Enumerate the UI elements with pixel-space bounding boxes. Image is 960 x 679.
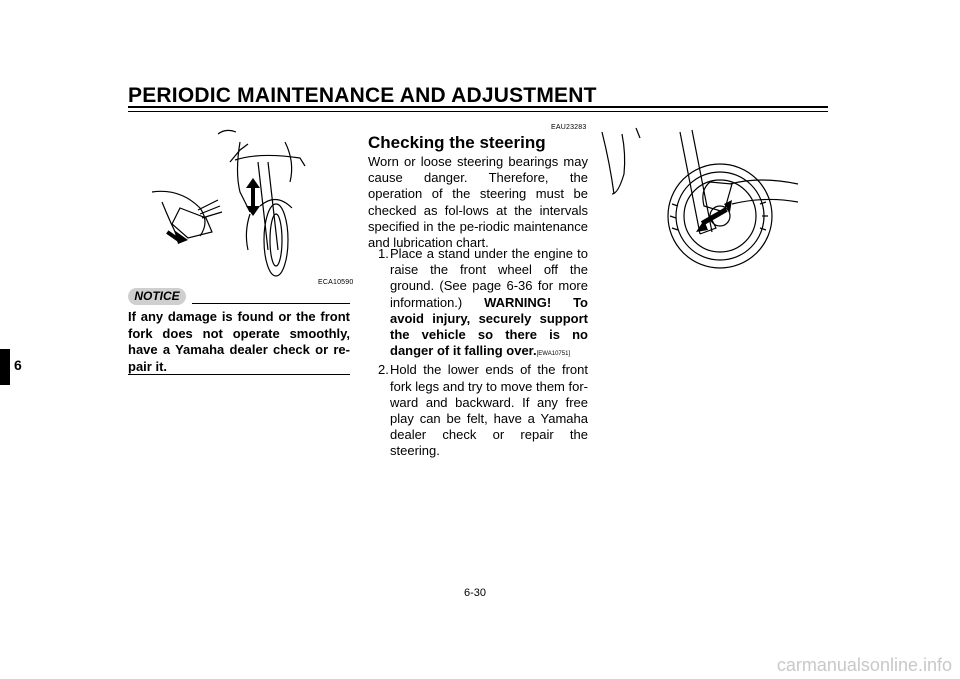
notice-text: If any damage is found or the front fork does not operate smoothly, have a Yamaha dealer check or re-pair it. <box>128 309 350 374</box>
header-rule <box>128 106 828 108</box>
watermark: carmanualsonline.info <box>776 655 952 675</box>
chapter-number: 6 <box>14 357 22 373</box>
page-number: 6-30 <box>464 587 487 599</box>
step-text: Place a stand under the engine to raise the front wheel off the ground. (See page 6-36 for more information.) <box>390 246 588 310</box>
warning-text: WARNING! To avoid injury, securely support the vehicle so there is no danger of it falling over. <box>390 294 588 359</box>
notice-badge: NOTICE <box>128 288 186 305</box>
header-rule-thin <box>128 111 828 112</box>
list-item <box>368 362 588 459</box>
notice-rule-top <box>192 303 350 304</box>
page-header-title: PERIODIC MAINTENANCE AND ADJUSTMENT <box>128 84 597 107</box>
steering-check-illustration <box>600 124 810 274</box>
section-title: Checking the steering <box>368 133 546 152</box>
figure-code: ECA10590 <box>318 279 354 286</box>
step-text: Hold the lower ends of the front fork legs and try to move them for-ward and backward. If any free play can be felt, have a Yamaha dealer check or repair the steering. <box>390 362 588 459</box>
step-number: 2. <box>378 362 389 378</box>
step-number: 1. <box>378 246 389 261</box>
front-fork-illustration <box>140 122 350 282</box>
chapter-tab-marker <box>0 349 10 385</box>
notice-rule-bottom <box>128 374 350 375</box>
steps-list <box>368 246 588 460</box>
section-code: EAU23283 <box>551 124 587 131</box>
list-item <box>368 246 588 362</box>
warning-code: [EWA10751] <box>536 351 571 358</box>
section-intro: Worn or loose steering bearings may cause danger. Therefore, the operation of the steering must be checked as fol-lows at the intervals specified in the pe-riodic maintenance and lubrication chart. <box>368 154 588 251</box>
